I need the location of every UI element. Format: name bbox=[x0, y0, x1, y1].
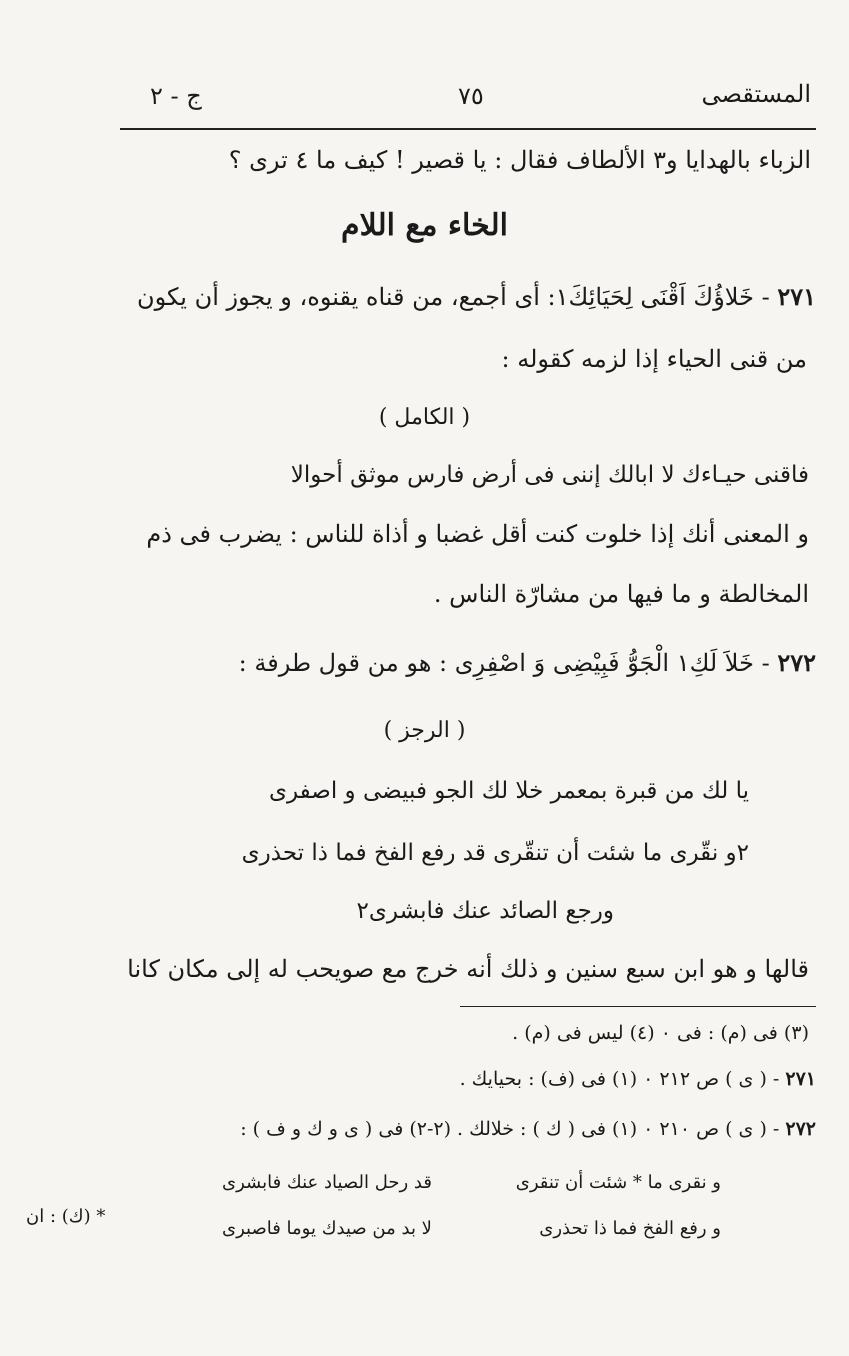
entry-text: - خَلاَ لَكِ١ الْجَوُّ فَبِيْضِى وَ اصْفِرِى : هو من قول طرفة : bbox=[238, 649, 770, 677]
commentary-line: و المعنى أنك إذا خلوت كنت أقل غضبا و أذاة للناس : يضرب فى ذم bbox=[146, 520, 809, 548]
footnote-verse-left: لا بد من صيدك يوما فاصبرى bbox=[222, 1218, 432, 1239]
entry-271-line2: من قنى الحياء إذا لزمه كقوله : bbox=[501, 345, 807, 373]
margin-note: * (ك) : ان bbox=[26, 1206, 106, 1227]
intro-line: الزباء بالهدايا و٣ الألطاف فقال : يا قصير ! كيف ما ٤ ترى ؟ bbox=[228, 146, 811, 174]
footnote-rule bbox=[460, 1006, 816, 1007]
footnote-line bbox=[460, 1068, 816, 1090]
verse-line: فاقنى حيـاءك لا ابالك إننى فى أرض فارس موثق أحوالا bbox=[290, 462, 809, 488]
commentary-line: المخالطة و ما فيها من مشارّة الناس . bbox=[433, 580, 809, 608]
footnote-verse-right: و نقرى ما * شئت أن تنقرى bbox=[515, 1172, 721, 1193]
section-title: الخاء مع اللام bbox=[341, 208, 508, 243]
footnote-text: - ( ى ) ص ٢١٠ ٠ (١) فى ( ك ) : خلالك . (٢-٢) فى ( ى و ك و ف ) : bbox=[240, 1118, 780, 1140]
footnote-verse-right: و رفع الفخ فما ذا تحذرى bbox=[539, 1218, 721, 1239]
entry-272-line1 bbox=[239, 648, 816, 677]
entry-number: ٢٧٢ bbox=[777, 648, 816, 677]
volume-label: ج - ٢ bbox=[150, 82, 202, 110]
page-number: ٧٥ bbox=[458, 82, 484, 110]
meter-label: ( الرجز ) bbox=[383, 718, 466, 743]
verse-line: ورجع الصائد عنك فابشرى٢ bbox=[356, 898, 614, 924]
meter-label: ( الكامل ) bbox=[378, 405, 471, 430]
verse-line: ٢و نقّرى ما شئت أن تنقّرى قد رفع الفخ فما ذا تحذرى bbox=[241, 840, 749, 866]
footnote-entry-number: ٢٧٢ bbox=[785, 1118, 816, 1140]
header-rule bbox=[120, 128, 816, 130]
footnote-entry-number: ٢٧١ bbox=[785, 1068, 816, 1090]
footnote-line bbox=[240, 1118, 816, 1140]
footnote-verse-left: قد رحل الصياد عنك فابشرى bbox=[222, 1172, 432, 1193]
verse-line: يا لك من قبرة بمعمر خلا لك الجو فبيضى و اصفرى bbox=[268, 778, 749, 804]
entry-271-line1 bbox=[137, 282, 816, 311]
entry-text: - خَلاؤُكَ اَقْنَى لِحَيَائِكَ١: أى أجمع، من قناه يقنوه، و يجوز أن يكون bbox=[137, 283, 770, 311]
footnote-text: - ( ى ) ص ٢١٢ ٠ (١) فى (ف) : بحيايك . bbox=[459, 1068, 780, 1090]
continuation-line: قالها و هو ابن سبع سنين و ذلك أنه خرج مع صويحب له إلى مكان كانا bbox=[127, 955, 809, 983]
book-title: المستقصى bbox=[701, 80, 811, 108]
footnote-line: (٣) فى (م) : فى ٠ (٤) ليس فى (م) . bbox=[512, 1022, 809, 1044]
entry-number: ٢٧١ bbox=[777, 282, 816, 311]
